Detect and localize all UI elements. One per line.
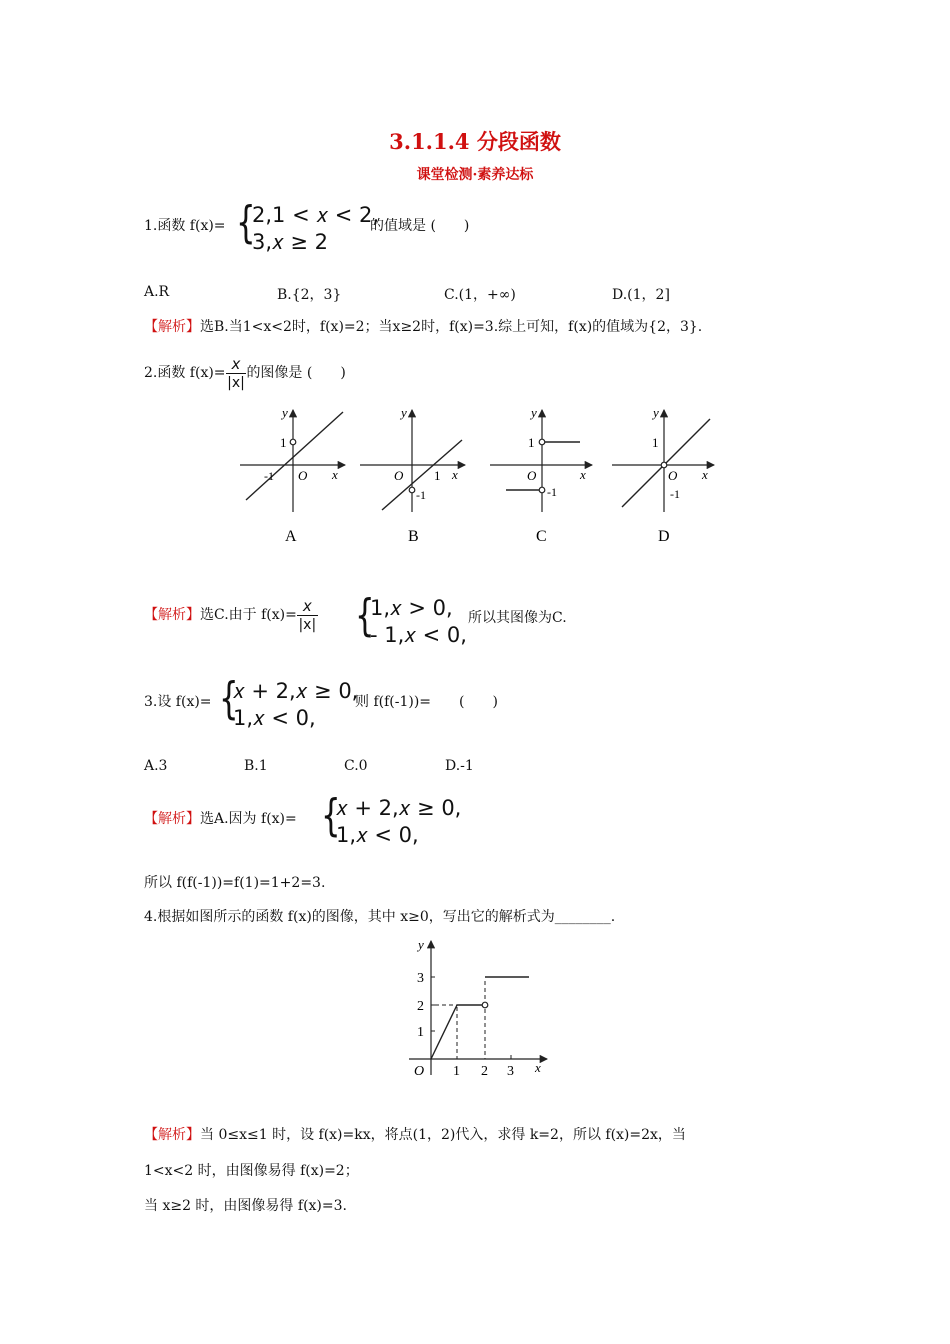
q2-analysis-tag: 【解析】 [144,607,200,623]
page-title: 3.1.1.4 分段函数 [389,129,561,154]
q4-origin: O [414,1064,425,1079]
graph-b-y-label: y [401,405,407,420]
graph-d-origin: O [668,468,678,483]
q4-x-tick-1: 1 [453,1064,460,1079]
graph-d-label-neg1: -1 [670,487,680,501]
q4-analysis-line2: 1<x<2 时，由图像易得 f(x)=2； [144,1163,359,1179]
q3-option-a: A.3 [144,758,168,774]
graph-a [240,405,345,545]
graph-a-y-label: y [282,405,288,420]
q3-prefix: 3.设 f(x)= [144,694,212,710]
q2-analysis-suffix: 所以其图像为C. [468,610,567,626]
q2-analysis-fraction [297,597,318,634]
graph-b-label-1: 1 [434,468,441,483]
q1-case2: 3,𝑥 ≥ 2 [252,230,329,254]
graph-a-x-label: x [332,467,338,482]
q1-case1: 2,1 < 𝑥 < 2, [252,203,380,227]
q1-option-a: A.R [144,284,170,300]
q3-suffix: 则 f(f(-1))= ( ) [355,694,498,710]
q3-option-c: C.0 [344,758,368,774]
q3-conclusion: 所以 f(f(-1))=f(1)=1+2=3. [144,875,326,891]
q2-stem [144,350,346,396]
graph-d-y-label: y [653,405,659,420]
q3-option-d: D.-1 [445,758,474,774]
page-subtitle: 课堂检测·素养达标 [416,167,534,183]
graph-c-label-neg1: -1 [547,485,557,499]
q4-label-3: 3 [417,971,424,986]
graph-b-label-neg1: -1 [416,488,426,502]
q2-denominator: |x| [227,374,245,391]
graph-b-caption: B [408,528,419,545]
q4-x-tick-3: 3 [507,1064,514,1079]
q4-analysis-text1: 当 0≤x≤1 时，设 f(x)=kx，将点(1，2)代入，求得 k=2，所以 f(x)=2x，当 [200,1127,686,1143]
q4-analysis-tag: 【解析】 [144,1127,200,1143]
q1-prefix: 1.函数 f(x)= [144,218,226,234]
q3-analysis [144,808,297,828]
q2-case1: 1,𝑥 > 0, [370,596,453,620]
q1-option-c: C.(1，+∞) [444,287,516,303]
graph-a-label-neg1: -1 [264,469,274,483]
q3-analysis-prefix: 选A.因为 f(x)= [200,811,297,827]
graph-c [490,405,592,545]
q1-analysis [144,316,702,336]
q3-option-b: B.1 [244,758,268,774]
graph-a-caption: A [285,528,297,545]
q3-case2: 1,𝑥 < 0, [233,706,316,730]
graph-c-y-label: y [531,405,537,420]
q4-label-2: 2 [417,999,424,1014]
graph-a-label-1: 1 [280,435,287,450]
graph-c-caption: C [536,528,547,545]
graph-b-x-label: x [452,467,458,482]
q4-graph [395,935,555,1085]
graph-a-origin: O [298,468,308,483]
q2-analysis-numerator: x [297,597,318,616]
q4-y-label: y [418,937,424,952]
q3-case1: 𝑥 + 2,𝑥 ≥ 0, [233,679,359,703]
graph-c-label-1: 1 [528,435,535,450]
q1-analysis-tag: 【解析】 [144,319,200,335]
q1-brace: { [236,197,256,248]
graph-c-x-label: x [580,467,586,482]
q4-x-label: x [535,1060,541,1075]
graph-d-caption: D [658,528,670,545]
q2-analysis-stem [144,592,318,638]
q1-option-d: D.(1，2] [612,287,670,303]
q2-prefix: 2.函数 f(x)= [144,365,226,381]
q3-brace: { [219,673,239,724]
q2-analysis-prefix: 选C.由于 f(x)= [200,607,297,623]
q2-numerator: x [226,355,247,374]
q2-case2: - 1,𝑥 < 0, [370,623,467,647]
graph-d [612,405,714,545]
q2-graphs [230,400,730,555]
graph-b [360,405,465,545]
q1-option-b: B.{2，3} [277,287,342,303]
q4-question: 4.根据如图所示的函数 f(x)的图像，其中 x≥0，写出它的解析式为________. [144,909,616,925]
q1-analysis-text: 选B.当1<x<2时，f(x)=2；当x≥2时，f(x)=3.综上可知，f(x)的值域为{2，3}. [200,319,703,335]
q1-suffix: 的值域是 ( ) [370,218,470,234]
q2-brace: { [355,590,375,641]
q2-analysis-denominator: |x| [298,616,317,633]
q2-fraction [226,355,247,392]
q3-analysis-case1: 𝑥 + 2,𝑥 ≥ 0, [336,796,462,820]
graph-d-x-label: x [702,467,708,482]
q3-analysis-case2: 1,𝑥 < 0, [336,823,419,847]
q4-analysis-line3: 当 x≥2 时，由图像易得 f(x)=3. [144,1198,347,1214]
graph-b-origin: O [394,468,404,483]
q4-label-1: 1 [417,1025,424,1040]
q3-analysis-brace: { [321,790,341,841]
q4-analysis-line1 [144,1124,686,1144]
q2-suffix: 的图像是 ( ) [246,365,346,381]
q3-analysis-tag: 【解析】 [144,811,200,827]
q4-x-tick-2: 2 [481,1064,488,1079]
graph-d-label-1: 1 [652,435,659,450]
graph-c-origin: O [527,468,537,483]
